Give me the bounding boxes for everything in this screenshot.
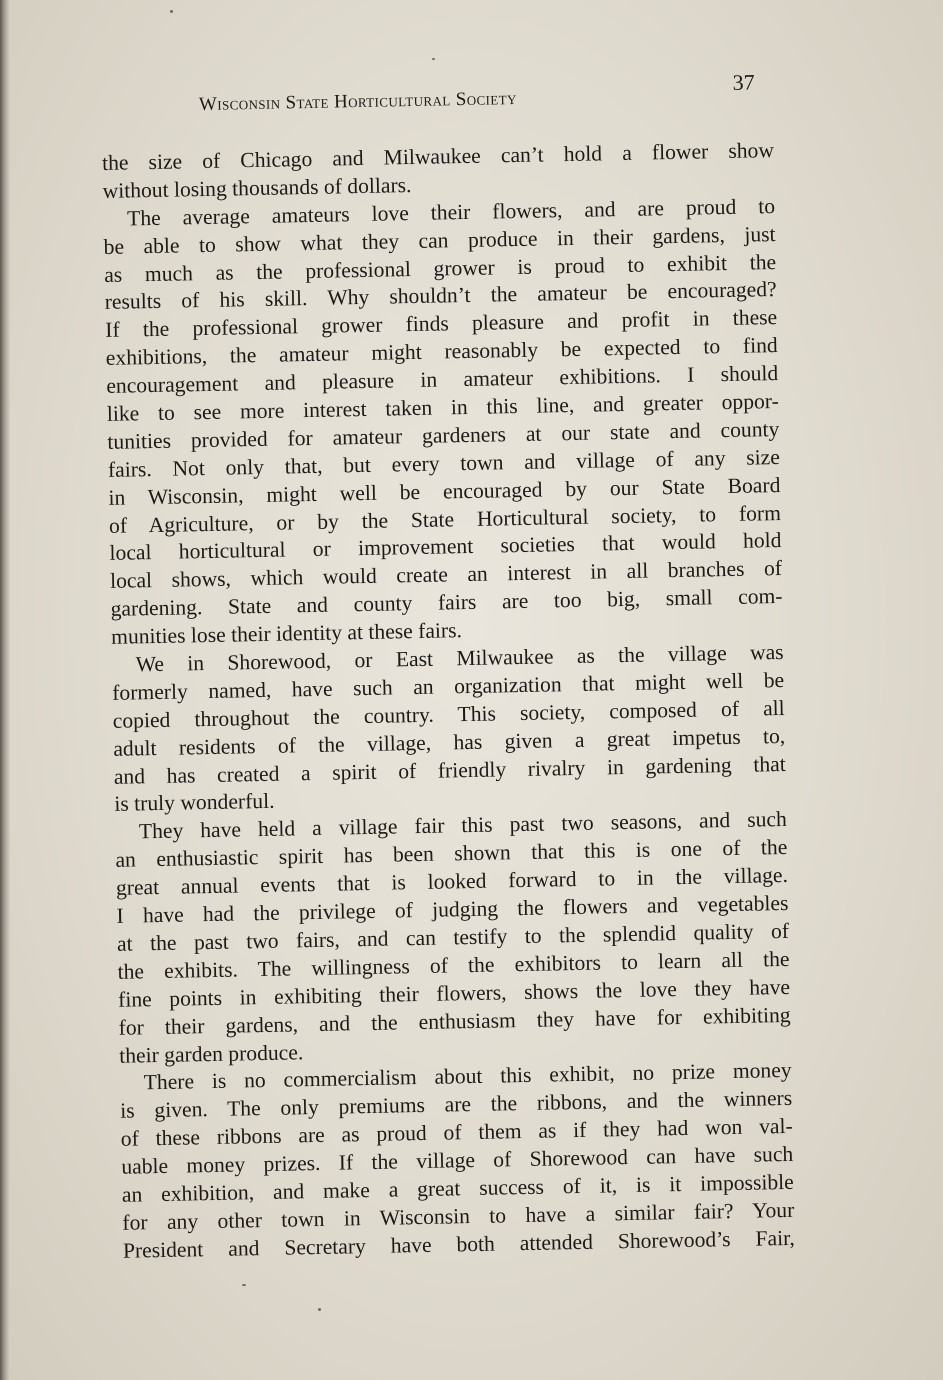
text-line: We in Shorewood, or East Milwaukee as the village was [135,640,784,677]
text-line: is given. The only premiums are the ribbons, and the winners [120,1086,793,1124]
text-line: fairs. Not only that, but every town and village of any size [107,444,781,482]
text-line: uable money prizes. If the village of Shorewood can have such [121,1141,794,1179]
scan-speck [318,1308,321,1311]
text-line: their garden produce. [118,1039,304,1068]
text-line: in Wisconsin, might well be encouraged by our State Board [108,472,781,510]
text-line: exhibitions, the amateur might reasonably be expected to find [105,333,778,371]
text-line: munities lose their identity at these fairs. [110,618,463,650]
text-line: for any other town in Wisconsin to have a similar fair? Your [122,1197,795,1235]
text-line: If the professional grower finds pleasure and profit in these [105,305,778,343]
body-text [102,137,795,1265]
scan-speck [170,10,173,13]
paragraph [119,1057,795,1265]
paragraph [111,639,786,819]
text-line: encouragement and pleasure in amateur exhibitions. I should [106,361,779,399]
text-line: fine points in exhibiting their flowers, shows the love they have [117,974,791,1012]
text-line: I have had the privilege of judging the flowers and vegetables [116,890,789,928]
page-number: 37 [732,69,755,95]
text-line: the exhibits. The willingness of the exhibitors to learn all the [117,946,790,984]
scan-speck [242,1284,246,1286]
text-line: an enthusiastic spirit has been shown that this is one of the [115,835,788,873]
text-line: copied throughout the country. This society, composed of all [112,695,785,733]
text-line: the size of Chicago and Milwaukee can’t hold a flower show [101,138,775,175]
text-line: local shows, which would create an interest in all branches of [109,556,783,594]
text-line: an exhibition, and make a great success of it, is it impossible [121,1169,794,1207]
running-head: Wisconsin State Horticultural Society [198,87,517,116]
text-line: for their gardens, and the enthusiasm they have for exhibiting [118,1002,791,1040]
text-line: results of his skill. Why shouldn’t the amateur be encouraged? [104,277,777,315]
text-line: as much as the professional grower is proud to exhibit the [103,249,777,287]
paragraph [103,193,783,652]
text-line: The average amateurs love their flowers, and are proud to [126,193,776,231]
text-line: and has created a spirit of friendly rivalry in gardening that [113,751,786,789]
text-line: tunities provided for amateur gardeners at our state and county [107,416,780,454]
text-line: adult residents of the village, has given a great impetus to, [113,723,786,761]
text-line: at the past two fairs, and can testify to the splendid quality of [116,918,790,956]
text-line: is truly wonderful. [114,789,275,817]
scan-speck [432,58,435,60]
text-line: President and Secretary have both attended Shorewood’s Fair, [122,1225,796,1263]
text-line: of these ribbons are as proud of them as if they had won val- [120,1114,793,1151]
text-line: great annual events that is looked forward to in the village. [115,863,789,900]
text-line: like to see more interest taken in this line, and greater oppor- [106,389,779,426]
text-line: There is no commercialism about this exhibit, no prize money [143,1058,792,1095]
text-line: gardening. State and county fairs are too big, small com- [110,584,783,622]
text-line: local horticultural or improvement societies that would hold [109,528,782,566]
paragraph [115,806,792,1070]
text-line: of Agriculture, or by the State Horticultural society, to form [108,500,782,538]
text-line: They have held a village fair this past two seasons, and such [138,807,788,844]
text-line: formerly named, have such an organization that might well be [112,667,785,705]
text-line: without losing thousands of dollars. [102,172,412,203]
text-line: be able to show what they can produce in their gardens, just [103,221,776,259]
